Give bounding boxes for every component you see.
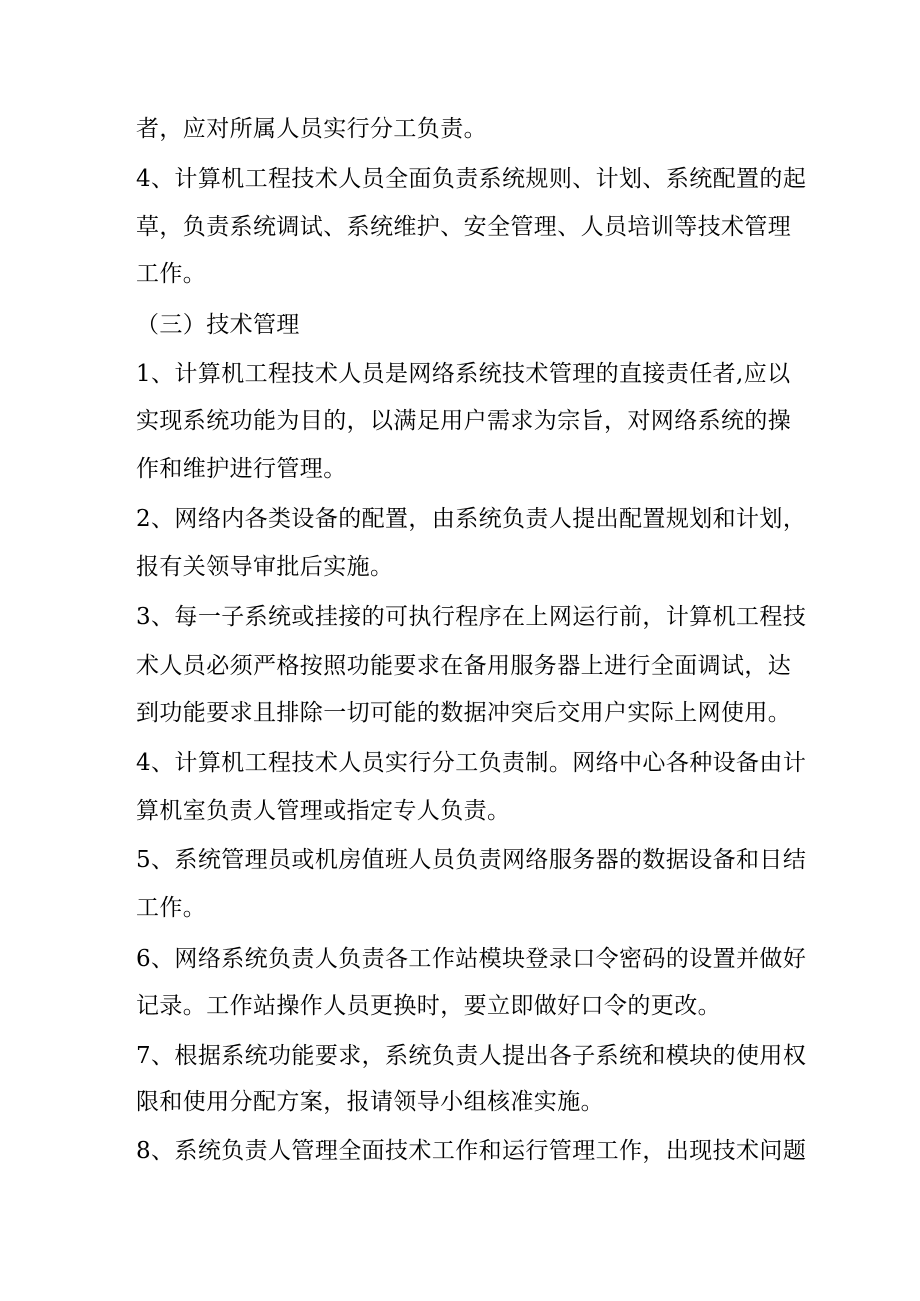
- text-line: 4、计算机工程技术人员实行分工负责制。网络中心各种设备由计: [136, 750, 807, 776]
- text-line: 限和使用分配方案，报请领导小组核准实施。: [136, 1089, 604, 1115]
- text-line: 作和维护进行管理。: [136, 456, 347, 482]
- text-line: 工作。: [136, 261, 207, 287]
- text-line: 5、系统管理员或机房值班人员负责网络服务器的数据设备和日结: [136, 847, 807, 873]
- section-heading: （三）技术管理: [136, 312, 300, 338]
- text-line: 报有关领导审批后实施。: [136, 554, 394, 580]
- text-line: 6、网络系统负责人负责各工作站模块登录口令密码的设置并做好: [136, 946, 807, 972]
- text-line: 4、计算机工程技术人员全面负责系统规则、计划、系统配置的起: [136, 166, 807, 192]
- text-line: 实现系统功能为目的，以满足用户需求为宗旨，对网络系统的操: [136, 408, 792, 434]
- text-line: 8、系统负责人管理全面技术工作和运行管理工作，出现技术问题: [136, 1138, 807, 1164]
- text-line: 工作。: [136, 895, 207, 921]
- text-line: 者，应对所属人员实行分工负责。: [136, 116, 487, 142]
- text-line: 草，负责系统调试、系统维护、安全管理、人员培训等技术管理: [136, 214, 792, 240]
- text-line: 到功能要求且排除一切可能的数据冲突后交用户实际上网使用。: [136, 700, 792, 726]
- text-line: 2、网络内各类设备的配置，由系统负责人提出配置规划和计划，: [136, 506, 807, 532]
- text-line: 3、每一子系统或挂接的可执行程序在上网运行前，计算机工程技: [136, 604, 807, 630]
- text-line: 记录。工作站操作人员更换时，要立即做好口令的更改。: [136, 993, 721, 1019]
- text-line: 7、根据系统功能要求，系统负责人提出各子系统和模块的使用权: [136, 1043, 807, 1069]
- text-line: 1、计算机工程技术人员是网络系统技术管理的直接责任者,应以: [136, 361, 791, 387]
- text-line: 算机室负责人管理或指定专人负责。: [136, 798, 511, 824]
- text-line: 术人员必须严格按照功能要求在备用服务器上进行全面调试，达: [136, 653, 792, 679]
